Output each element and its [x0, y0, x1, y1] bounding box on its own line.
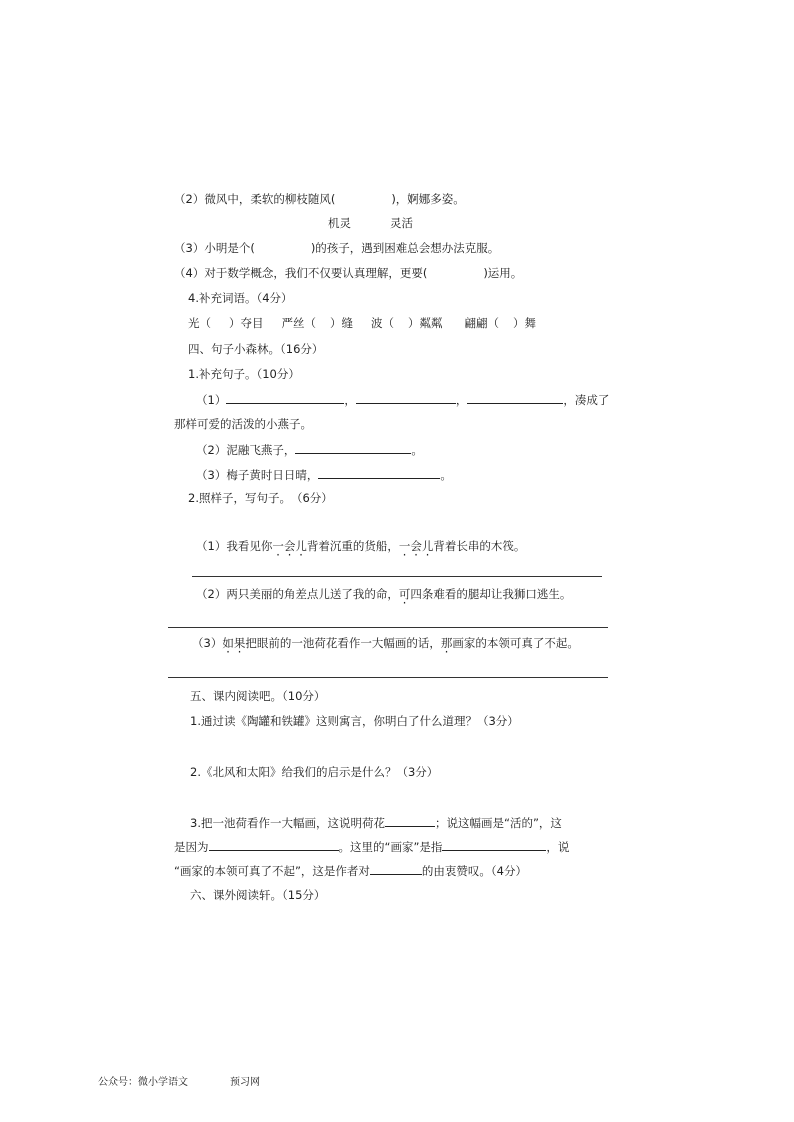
- sub2-heading: 2.照样子，写句子。 （6分）: [188, 491, 333, 505]
- fill-1: （1） ， ， ，凑成了: [196, 393, 610, 407]
- fill-2: （2）泥融飞燕子， 。: [196, 443, 423, 457]
- sec5-heading: 五、课内阅读吧。（10分）: [190, 689, 326, 703]
- blank-r3c[interactable]: [442, 838, 546, 851]
- blank-r3b[interactable]: [209, 838, 339, 851]
- idiom-row: [188, 315, 536, 331]
- blank-1c[interactable]: [467, 391, 563, 404]
- idiom-3: 波（ ）粼粼: [371, 316, 443, 330]
- reading-q3-line2: 是因为 。这里的“画家”是指 ，说: [174, 840, 570, 854]
- sec6-heading: 六、课外阅读轩。（15分）: [190, 888, 326, 902]
- question-3: [174, 240, 499, 256]
- fill-3: （3）梅子黄时日日晴， 。: [196, 468, 452, 482]
- blank-r3d[interactable]: [370, 862, 422, 875]
- blank-3[interactable]: [318, 466, 440, 479]
- idiom-4: 翩翩（ ）舞: [464, 316, 536, 330]
- answer-line-2[interactable]: [168, 627, 608, 628]
- example-3: （3）如果把眼前的一池荷花看作一大幅画的话，那画家的本领可真了不起。: [192, 636, 579, 650]
- q2-prefix: （2）微风中，柔软的柳枝随风(: [174, 192, 336, 206]
- answer-line-1[interactable]: [192, 576, 602, 577]
- sub1-heading: 1.补充句子。（10分）: [188, 367, 300, 381]
- fill-1-cont: 那样可爱的活泼的小燕子。: [174, 417, 312, 431]
- blank-r3a[interactable]: [385, 814, 435, 827]
- q4-suffix: )运用。: [483, 266, 523, 280]
- answer-line-3[interactable]: [168, 677, 608, 678]
- option-linghuo: 灵活: [390, 216, 413, 230]
- question-2: [174, 191, 465, 207]
- reading-q2: 2.《北风和太阳》给我们的启示是什么？（3分）: [190, 765, 439, 779]
- q2-suffix: )，婀娜多姿。: [391, 192, 465, 206]
- sec4-heading: 四、句子小森林。（16分）: [188, 342, 324, 356]
- idiom-2: 严丝（ ）缝: [281, 316, 353, 330]
- idiom-1: 光（ ）夺目: [188, 316, 264, 330]
- section-4-title: 4.补充词语。（4分）: [188, 291, 293, 305]
- q3-prefix: （3）小明是个(: [174, 241, 255, 255]
- example-2: （2）两只美丽的角差点儿送了我的命，可四条难看的腿却让我狮口逃生。: [196, 587, 572, 601]
- reading-q3-line1: 3.把一池荷看作一大幅画，这说明荷花 ；说这幅画是“活的”，这: [190, 816, 562, 830]
- blank-2[interactable]: [295, 441, 411, 454]
- blank-1b[interactable]: [356, 391, 456, 404]
- question-4: [174, 265, 522, 281]
- example-1: （1）我看见你一会儿背着沉重的货船，一会儿背着长串的木筏。: [196, 539, 526, 553]
- reading-q1: 1.通过读《陶罐和铁罐》这则寓言，你明白了什么道理？（3分）: [190, 714, 519, 728]
- footer-right: 预习网: [230, 1077, 260, 1088]
- blank-1a[interactable]: [226, 391, 344, 404]
- footer-left: 公众号：微小学语文: [98, 1077, 188, 1088]
- q4-prefix: （4）对于数学概念，我们不仅要认真理解，更要(: [174, 266, 428, 280]
- option-jiling: 机灵: [328, 216, 351, 230]
- q3-suffix: )的孩子，遇到困难总会想办法克服。: [310, 241, 500, 255]
- reading-q3-line3: “画家的本领可真了不起”，这是作者对 的由衷赞叹。（4分）: [174, 864, 527, 878]
